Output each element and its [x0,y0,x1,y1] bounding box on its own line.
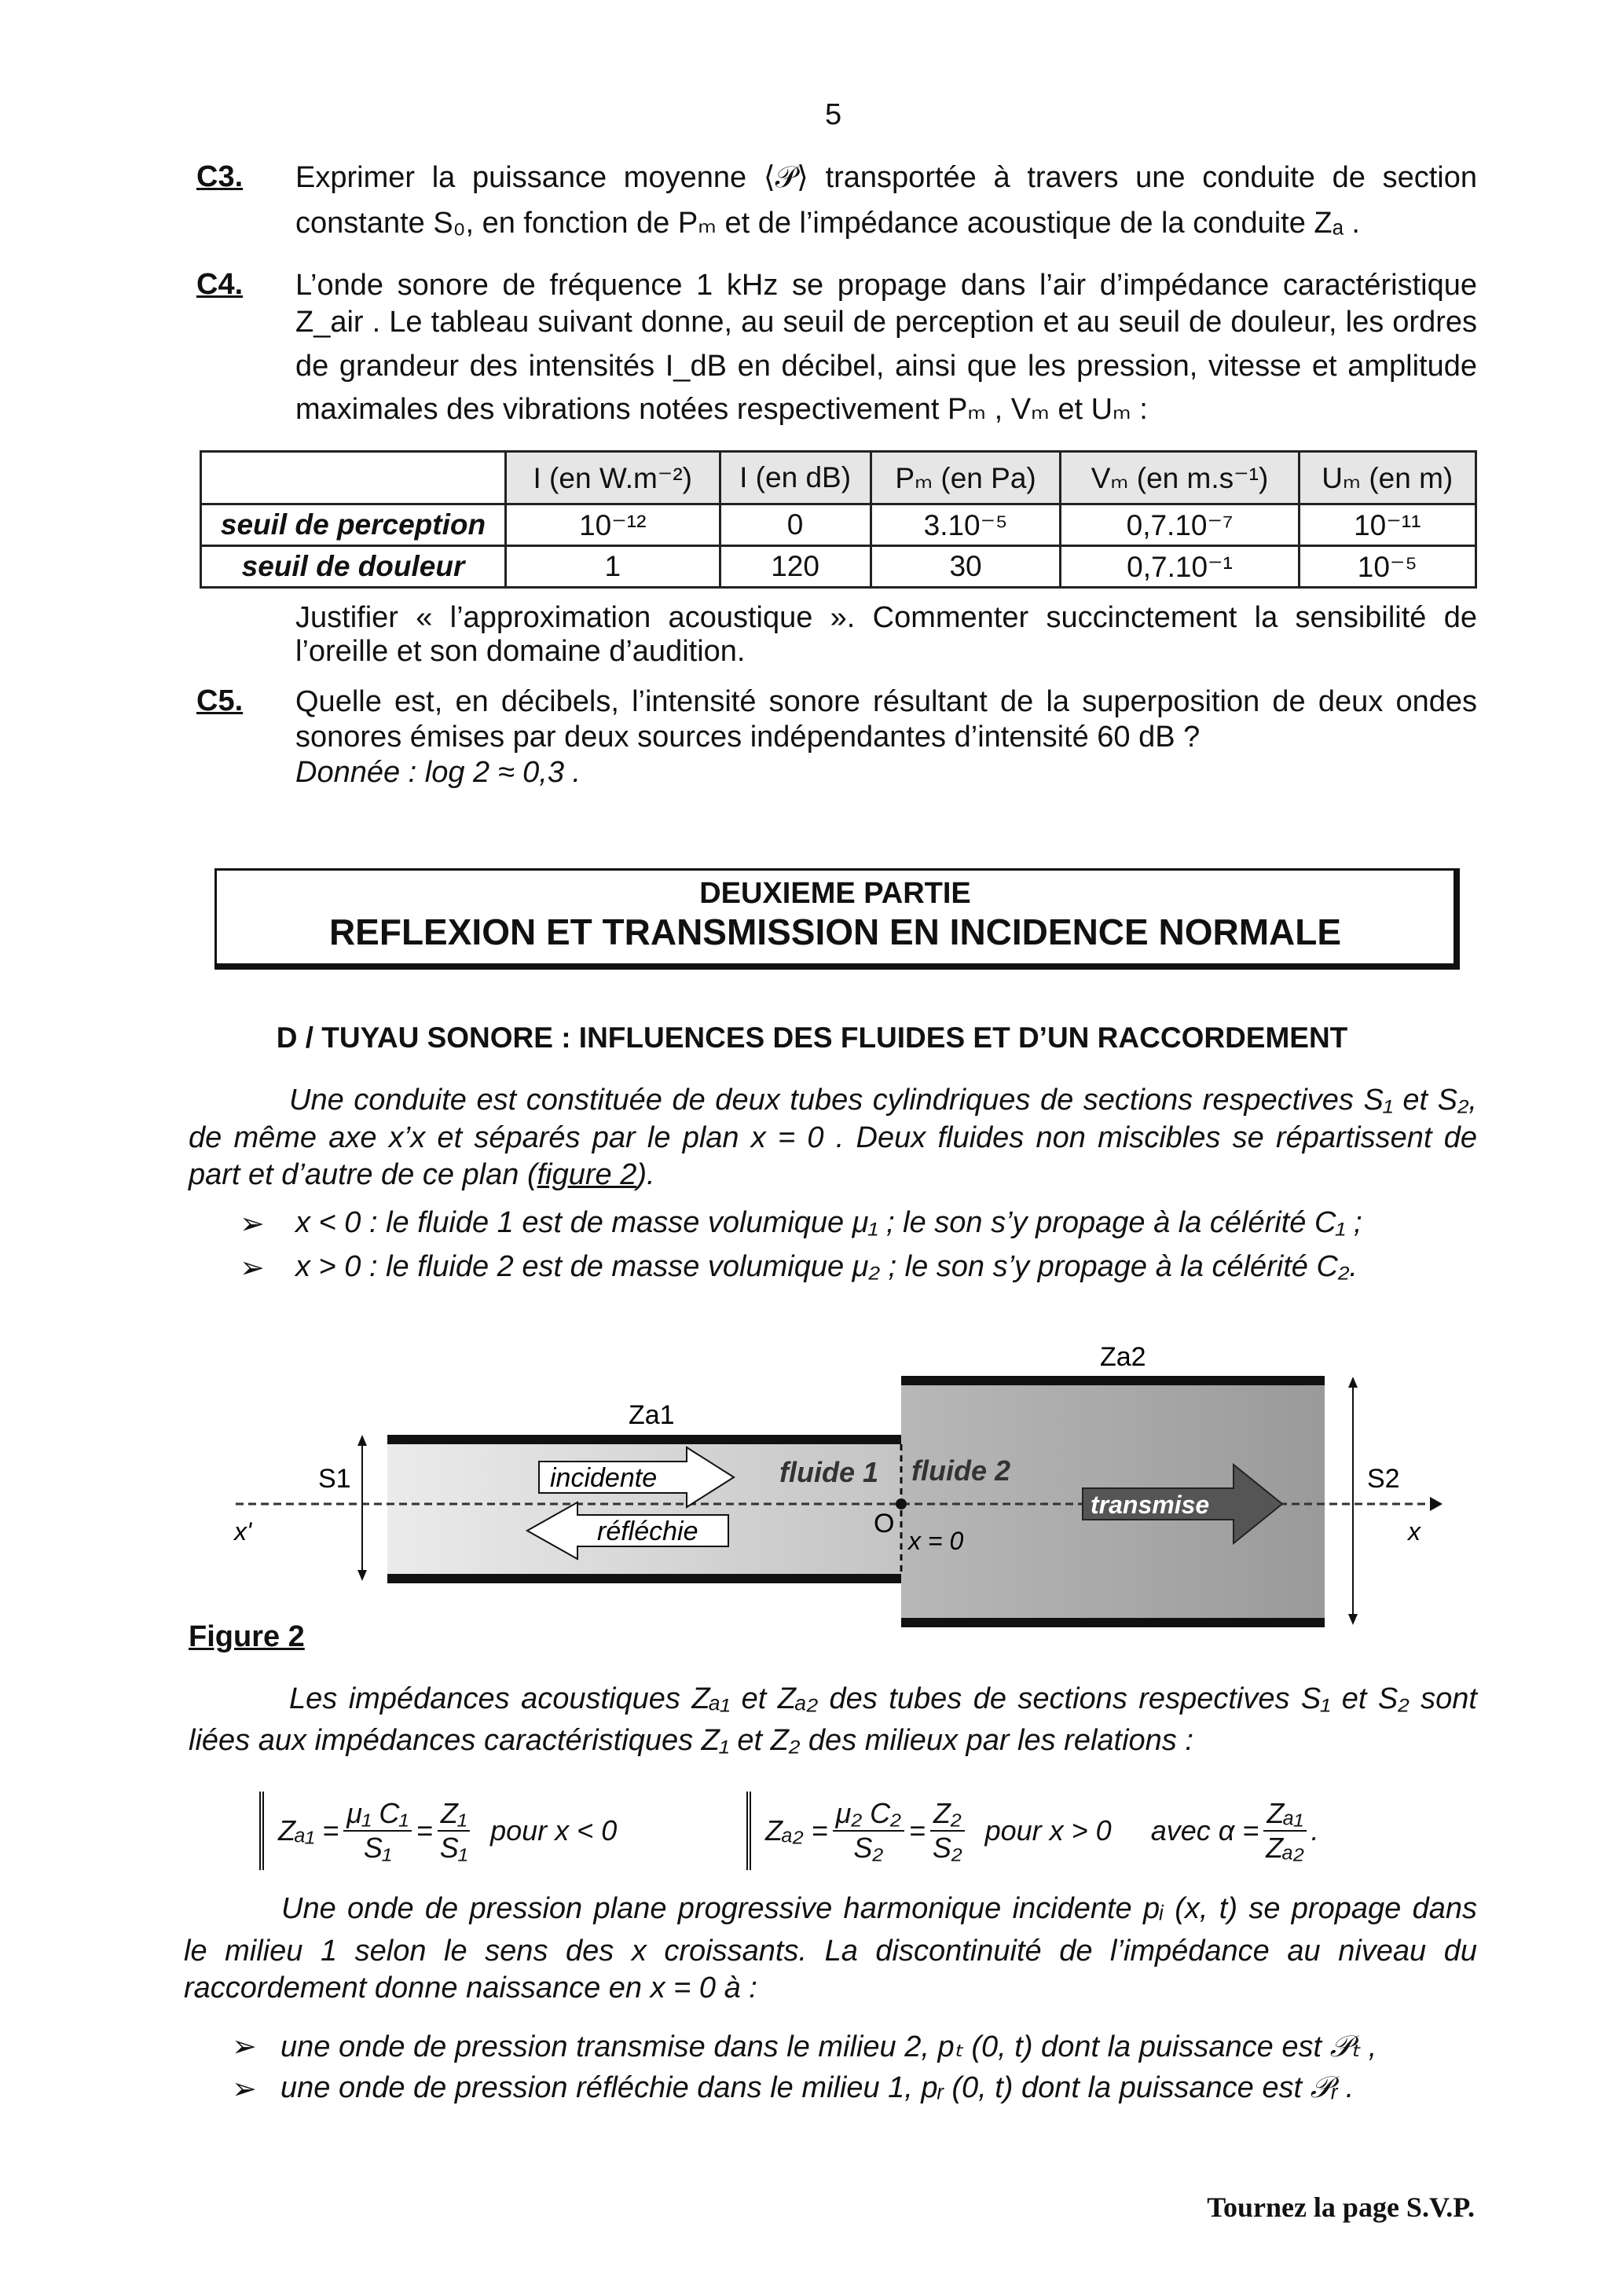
formula-text: pour x > 0 [984,1814,1112,1847]
formula-text: Z₂ [930,1797,965,1832]
bullet-arrow-icon: ➢ [240,1208,265,1241]
formula-text: S₂ [853,1832,884,1864]
table-header: Vₘ (en m.s⁻¹) [1061,452,1299,504]
s2-label: S2 [1367,1464,1400,1494]
formula-text: Zₐ₁ = [278,1814,339,1847]
formula-text: Zₐ₂ = [765,1814,828,1847]
paragraph: liées aux impédances caractéristiques Z₁ et Z₂ des milieux par les relations : [189,1724,1193,1757]
figure-caption: Figure 2 [189,1620,305,1653]
fluide-2-label: fluide 2 [911,1454,1011,1487]
bullet-text: x < 0 : le fluide 1 est de masse volumique μ₁ ; le son s’y propage à la célérité C₁ ; [295,1206,1362,1239]
table-header: I (en dB) [720,452,871,504]
table-cell: 1 [506,546,720,588]
table-cell: 0,7.10⁻¹ [1061,546,1299,588]
section-paragraph: de même axe x’x et séparés par le plan x = 0 . Deux fluides non miscibles se répartissent de [189,1121,1477,1154]
formula-za1: Zₐ₁ = $\frac{\text{μ₁ C₁}}{\text{S₁}}$ = $\frac{\text{Z₁}}{\text{S₁}}$ pour x < 0 [259,1792,617,1870]
paragraph: le milieu 1 selon le sens des x croissants. La discontinuité de l’impédance au niveau du [184,1935,1477,1968]
formula-text: Zₐ₂ [1266,1832,1304,1864]
paragraph: Les impédances acoustiques Zₐ₁ et Zₐ₂ des tubes de sections respectives S₁ et S₂ sont [289,1682,1477,1715]
section-title: D / TUYAU SONORE : INFLUENCES DES FLUIDES ET D’UN RACCORDEMENT [276,1021,1348,1054]
bullet-arrow-icon: ➢ [232,2073,257,2106]
formula-text: pour x < 0 [490,1814,618,1847]
formula-text: S₁ [363,1832,392,1864]
axis-arrow-icon [1430,1497,1443,1511]
bullet-text: une onde de pression transmise dans le milieu 2, pₜ (0, t) dont la puissance est 𝒫ₜ , [280,2030,1377,2063]
table-cell: 0 [720,504,871,546]
c4-text: Z_air . Le tableau suivant donne, au seuil de perception et au seuil de douleur, les ordres [295,306,1477,339]
c4-text: maximales des vibrations notées respectivement Pₘ , Vₘ et Uₘ : [295,393,1148,426]
part-title: DEUXIEME PARTIE [699,877,971,910]
transmise-label: transmise [1091,1491,1210,1519]
c5-data: Donnée : log 2 ≈ 0,3 . [295,756,581,789]
formula-text: Zₐ₁ [1263,1797,1306,1832]
table-cell: 120 [720,546,871,588]
c4-text: Justifier « l’approximation acoustique ». Commenter succinctement la sensibilité de [295,601,1477,634]
za1-label: Za1 [629,1400,675,1430]
incidente-label: incidente [550,1463,658,1493]
bullet-text: x > 0 : le fluide 2 est de masse volumique μ₂ ; le son s’y propage à la célérité C₂. [295,1250,1358,1283]
part-subtitle: REFLEXION ET TRANSMISSION EN INCIDENCE NORMALE [328,911,1342,952]
text: part et d’autre de ce plan ( [189,1158,537,1191]
text: ). [636,1158,655,1191]
c5-text: sonores émises par deux sources indépendantes d’intensité 60 dB ? [295,721,1201,754]
fluide-1-label: fluide 1 [779,1456,879,1488]
c4-label: C4. [196,268,244,301]
formula-text: S₁ [439,1832,468,1864]
table-header: I (en W.m⁻²) [506,452,720,504]
paragraph: raccordement donne naissance en x = 0 à : [184,1971,757,2004]
formula-text: Z₁ [438,1797,470,1832]
section-paragraph: Une conduite est constituée de deux tubes cylindriques de sections respectives S₁ et S₂, [289,1084,1477,1117]
formula-text: μ₂ C₂ [833,1797,904,1832]
bullet-arrow-icon: ➢ [240,1252,265,1285]
formula-text: μ₁ C₁ [343,1797,411,1832]
c5-label: C5. [196,684,244,717]
formula-text: S₂ [932,1832,962,1864]
origin-label: O [874,1509,895,1539]
table-cell: 10⁻¹² [506,504,720,546]
paragraph: Une onde de pression plane progressive harmonique incidente pᵢ (x, t) se propage dans [281,1892,1477,1925]
reflechie-label: réfléchie [597,1517,698,1546]
c5-text: Quelle est, en décibels, l’intensité sonore résultant de la superposition de deux ondes [295,685,1477,718]
bullet-text: une onde de pression réfléchie dans le milieu 1, pᵣ (0, t) dont la puissance est 𝒫ᵣ . [280,2071,1355,2104]
page-number: 5 [825,98,842,131]
table-cell: 10⁻¹¹ [1299,504,1476,546]
formula-text: avec α = [1150,1814,1259,1847]
table-cell: 0,7.10⁻⁷ [1061,504,1299,546]
table-header: Uₘ (en m) [1299,452,1476,504]
row-label: seuil de perception [201,504,506,546]
c4-text: de grandeur des intensités I_dB en décibel, ainsi que les pression, vitesse et amplitude [295,350,1477,383]
footer-note: Tournez la page S.V.P. [1207,2191,1475,2223]
table-cell: 30 [871,546,1061,588]
x-label: x [1408,1517,1421,1546]
table-cell: 10⁻⁵ [1299,546,1476,588]
c3-label: C3. [196,160,244,193]
c4-text: L’onde sonore de fréquence 1 kHz se propage dans l’air d’impédance caractéristique [295,269,1477,302]
c4-text: l’oreille et son domaine d’audition. [295,635,746,668]
bullet-arrow-icon: ➢ [232,2030,257,2063]
formula-za2: Zₐ₂ = $\frac{\text{μ₂ C₂}}{\text{S₂}}$ = $\frac{\text{Z₂}}{\text{S₂}}$ pour x > 0 avec α = $\frac{\text{Zₐ₁}}{\text{Zₐ₂}}$ . [746,1792,1319,1870]
x-prime-label: x' [234,1517,252,1546]
c3-text: constante S₀, en fonction de Pₘ et de l’impédance acoustique de la conduite Zₐ . [295,207,1360,240]
x0-label: x = 0 [908,1527,964,1555]
za2-label: Za2 [1100,1342,1146,1372]
table-header: Pₘ (en Pa) [871,452,1061,504]
figure-link[interactable]: figure 2 [537,1158,637,1191]
table-cell: 3.10⁻⁵ [871,504,1061,546]
row-label: seuil de douleur [201,546,506,588]
c3-text: Exprimer la puissance moyenne ⟨𝒫⟩ transportée à travers une conduite de section [295,161,1477,194]
s1-label: S1 [318,1464,351,1494]
